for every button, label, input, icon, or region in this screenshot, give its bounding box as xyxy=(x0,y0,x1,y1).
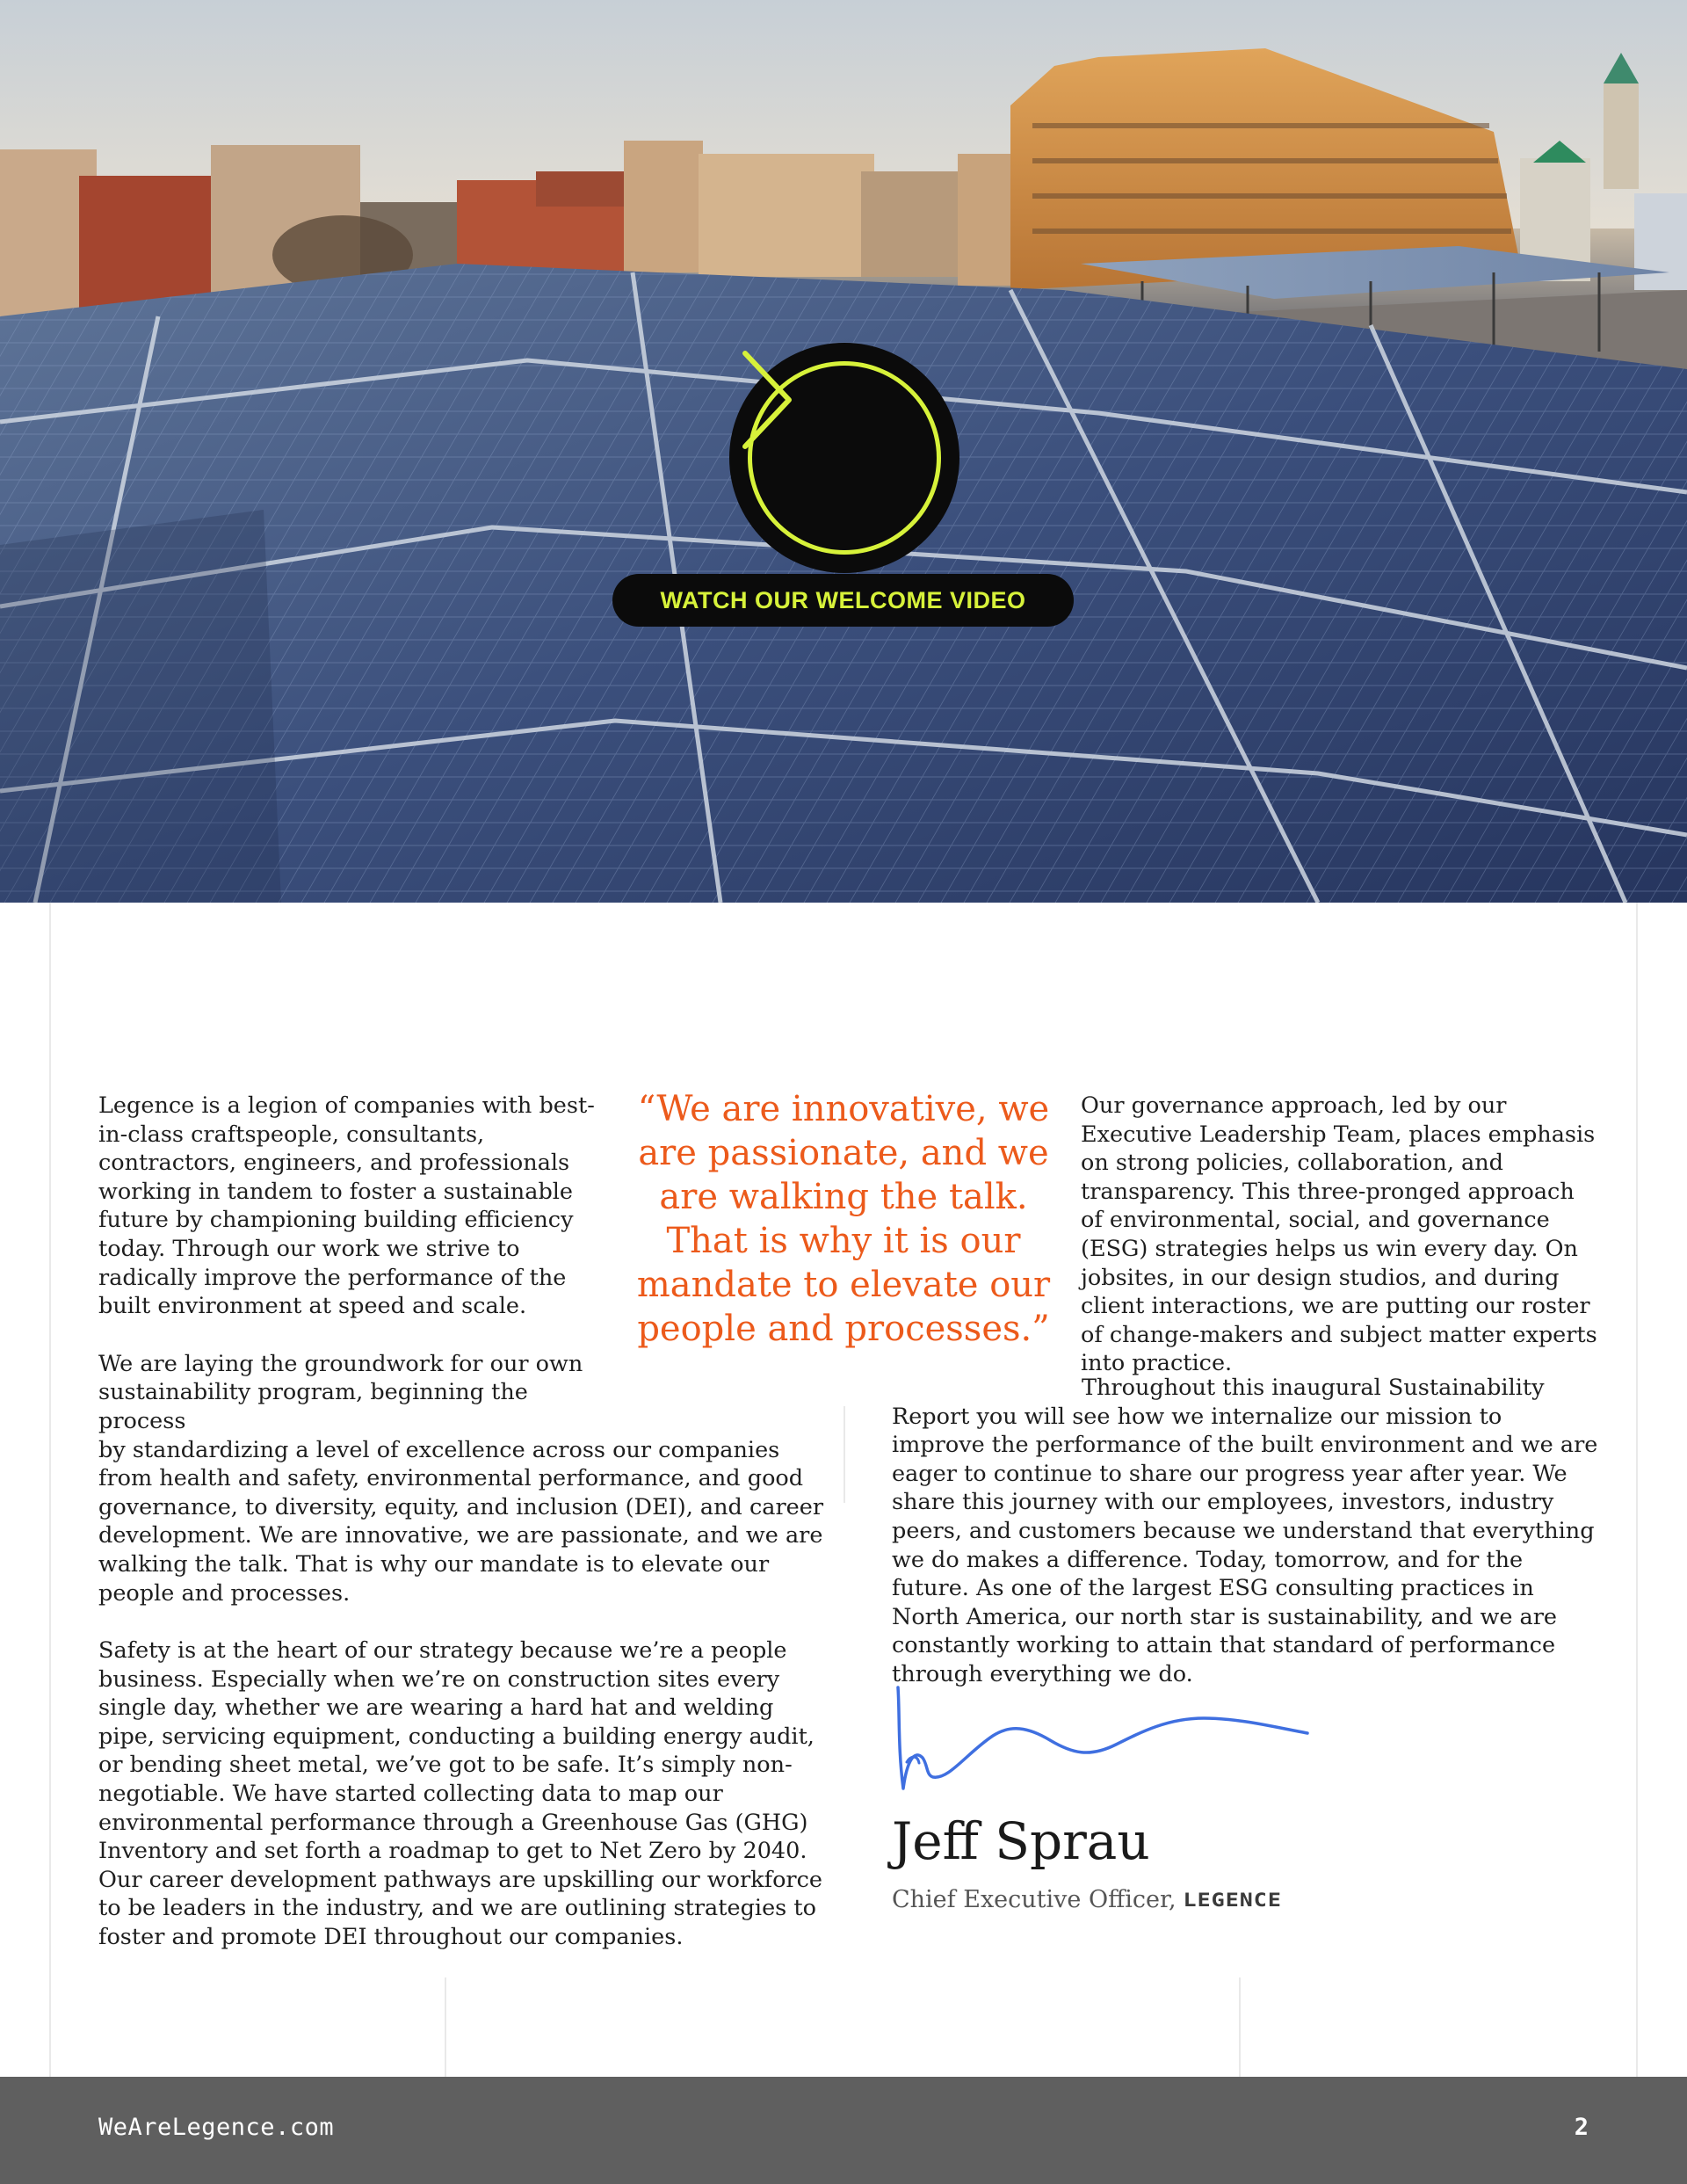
signature-image xyxy=(887,1679,1318,1802)
pull-quote: “We are innovative, we are passionate, and we are walking the talk. That is why it is our mandate to elevate our people and processes.” xyxy=(636,1089,1051,1349)
page-footer xyxy=(0,2077,1687,2184)
signer-name: Jeff Sprau xyxy=(892,1811,1150,1871)
website-link[interactable]: WeAreLegence.com xyxy=(98,2114,335,2141)
right-paragraph-2-start: Throughout this inaugural Sustainability xyxy=(1082,1375,1545,1401)
chevron-right-icon xyxy=(729,343,800,457)
page-guide-mid xyxy=(844,1406,845,1503)
signer-title: Chief Executive Officer, xyxy=(892,1886,1177,1913)
left-paragraph-2-start: We are laying the groundwork for our own sustainability program, beginning the process xyxy=(98,1350,583,1434)
right-paragraph-2 xyxy=(892,1374,1599,1689)
page-number: 2 xyxy=(1574,2114,1589,2141)
left-paragraph-2-rest: by standardizing a level of excellence across our companies from health and safety, environmental performance, and good governance, to diversity, equity, and inclusion (DEI), and career development. We are innovative, we are passionate, and we are walking the talk. That is why our mandate is to elevate our people and processes. xyxy=(98,1436,824,1607)
left-paragraph-1: Legence is a legion of companies with best-in-class craftspeople, consultants, contractors, engineers, and professionals working in tandem to foster a sustainable future by championing building efficiency today. Through our work we strive to radically improve the performance of the built environment at speed and scale. xyxy=(98,1092,595,1320)
right-paragraph-1-text: Our governance approach, led by our Executive Leadership Team, places emphasis on strong policies, collaboration, and transparency. This three-pronged approach of environmental, social, and governance (ESG) strategies helps us win every day. On jobsites, in our design studios, and during client interactions, we are putting our roster of change-makers and subject matter experts into practice. xyxy=(1081,1092,1597,1377)
page-guide-center-right xyxy=(1239,1977,1241,2077)
legence-logo: LEGENCE xyxy=(1183,1889,1282,1911)
signer-title-line xyxy=(892,1885,1282,1915)
right-paragraph-2-rest: Report you will see how we internalize our mission to improve the performance of the built environment and we are eager to continue to share our progress year after year. We share this journey with our employees, investors, industry peers, and customers because we understand that everything we do makes a difference. Today, tomorrow, and for the future. As one of the largest ESG consulting practices in North America, our north star is sustainability, and we are constantly working to attain that standard of performance through everything we do. xyxy=(892,1403,1598,1687)
play-video-button[interactable] xyxy=(729,343,959,573)
watch-welcome-video-button[interactable]: WATCH OUR WELCOME VIDEO xyxy=(612,574,1074,627)
hero-image xyxy=(0,0,1687,903)
page-guide-center-left xyxy=(445,1977,446,2077)
right-paragraph-1 xyxy=(1081,1092,1599,1378)
page-guide-right xyxy=(1636,903,1638,2077)
page-guide-left xyxy=(49,903,51,2077)
play-button-ring xyxy=(748,361,941,555)
left-paragraph-3: Safety is at the heart of our strategy because we’re a people business. Especially when we’re on construction sites every single day, whether we are wearing a hard hat and welding pipe, servicing equipment, conducting a building energy audit, or bending sheet metal, we’ve got to be safe. It’s simply non-negotiable. We have started collecting data to map our environmental performance through a Greenhouse Gas (GHG) Inventory and set forth a roadmap to get to Net Zero by 2040. Our career development pathways are upskilling our workforce to be leaders in the industry, and we are outlining strategies to foster and promote DEI throughout our companies. xyxy=(98,1637,822,1951)
